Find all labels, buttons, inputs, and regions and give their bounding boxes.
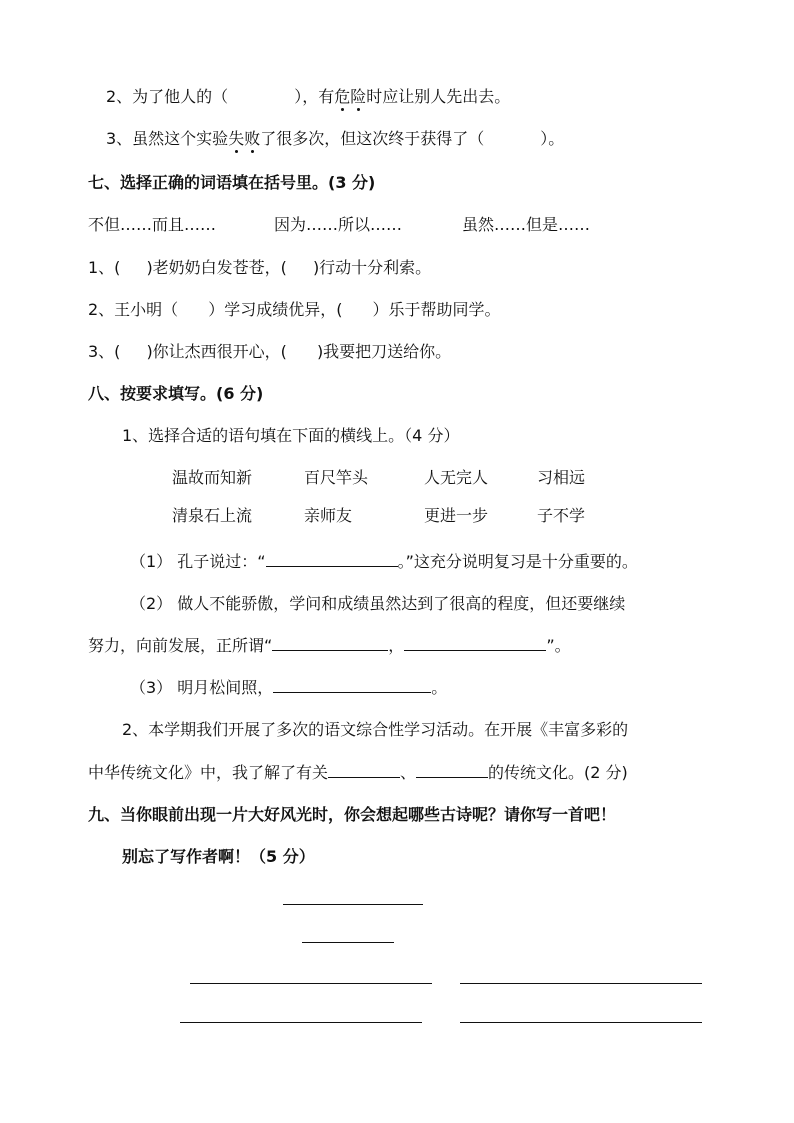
word-xixiang: 习相远 [537, 468, 586, 487]
q-text: ），有 [294, 87, 335, 106]
question-8-1-3 [130, 677, 447, 699]
poem-line-1[interactable] [190, 983, 432, 984]
question-8-2-cont [88, 762, 628, 784]
section-9-title: 九、当你眼前出现一片大好风光时，你会想起哪些古诗呢？请你写一首吧！ [88, 805, 617, 824]
q-text: )我要把刀送给你。 [316, 342, 452, 361]
poem-line-3[interactable] [180, 1022, 422, 1023]
q-text: )老奶奶白发苍苍，( [146, 258, 287, 277]
q-text: 中华传统文化》中，我了解了有关 [88, 763, 329, 782]
emphasis-char: 失 [228, 129, 245, 148]
question-8-2: 2、本学期我们开展了多次的语文综合性学习活动。在开展《丰富多彩的 [122, 720, 629, 739]
question-6-3 [106, 128, 564, 150]
q-text: （3） 明月松间照， [130, 678, 274, 697]
q-text: 、 [400, 763, 417, 782]
question-6-2 [106, 86, 510, 108]
option-budan: 不但……而且…… [88, 215, 217, 234]
q-text: )你让杰西很开心，( [146, 342, 287, 361]
option-yinwei: 因为……所以…… [274, 215, 403, 234]
answer-line[interactable] [404, 635, 546, 651]
answer-line[interactable] [266, 551, 398, 567]
word-qinshi: 亲师友 [304, 506, 353, 525]
word-qingquan: 清泉石上流 [172, 506, 253, 525]
poem-title-line[interactable] [283, 904, 423, 905]
question-8-1-2: （2） 做人不能骄傲，学问和成绩虽然达到了很高的程度，但还要继续 [130, 594, 626, 613]
q-text: 时应让别人先出去。 [366, 87, 511, 106]
word-renwu: 人无完人 [424, 468, 489, 487]
q-text: 。 [431, 678, 448, 697]
q-text: )行动十分利索。 [312, 258, 432, 277]
word-baichi: 百尺竿头 [304, 468, 369, 487]
answer-line[interactable] [328, 762, 400, 778]
section-9-title2: 别忘了写作者啊！（5 分） [122, 847, 315, 866]
question-7-3 [88, 341, 451, 363]
q-text: 3、虽然这个实验 [106, 129, 229, 148]
q-text: ）学习成绩优异，( [208, 300, 343, 319]
question-7-2 [88, 299, 500, 321]
q-text: 1、( [88, 258, 121, 277]
emphasis-char: 败 [244, 129, 261, 148]
q-text: 3、( [88, 342, 121, 361]
q-text: （1） 孔子说过：“ [130, 552, 266, 571]
question-8-1-1 [130, 551, 638, 573]
section-7-title: 七、选择正确的词语填在括号里。(3 分) [88, 173, 376, 192]
q-text: 2、王小明（ [88, 300, 179, 319]
section-8-sub1: 1、选择合适的语句填在下面的横线上。（4 分） [122, 426, 460, 445]
emphasis-char: 危 [334, 87, 351, 106]
answer-line[interactable] [272, 635, 388, 651]
q-text: ）乐于帮助同学。 [372, 300, 501, 319]
q-text: 努力，向前发展，正所谓“ [88, 636, 273, 655]
question-7-1 [88, 257, 431, 279]
poem-line-2[interactable] [460, 983, 702, 984]
word-gengjin: 更进一步 [424, 506, 489, 525]
answer-line[interactable] [273, 677, 431, 693]
q-text: ”。 [546, 636, 571, 655]
answer-line[interactable] [416, 762, 488, 778]
q-text: ）。 [540, 129, 565, 148]
word-zibuxue: 子不学 [537, 506, 586, 525]
section-8-title: 八、按要求填写。(6 分) [88, 384, 264, 403]
q-text: 。”这充分说明复习是十分重要的。 [397, 552, 638, 571]
option-suiran: 虽然……但是…… [462, 215, 591, 234]
question-8-1-2-cont [88, 635, 571, 657]
poem-author-line[interactable] [302, 942, 394, 943]
word-wengu: 温故而知新 [172, 468, 253, 487]
q-text: 了很多次，但这次终于获得了（ [260, 129, 485, 148]
q-text: ， [388, 636, 405, 655]
emphasis-char: 险 [350, 87, 367, 106]
q-text: 2、为了他人的（ [106, 87, 229, 106]
q-text: 的传统文化。(2 分) [488, 763, 628, 782]
poem-line-4[interactable] [460, 1022, 702, 1023]
